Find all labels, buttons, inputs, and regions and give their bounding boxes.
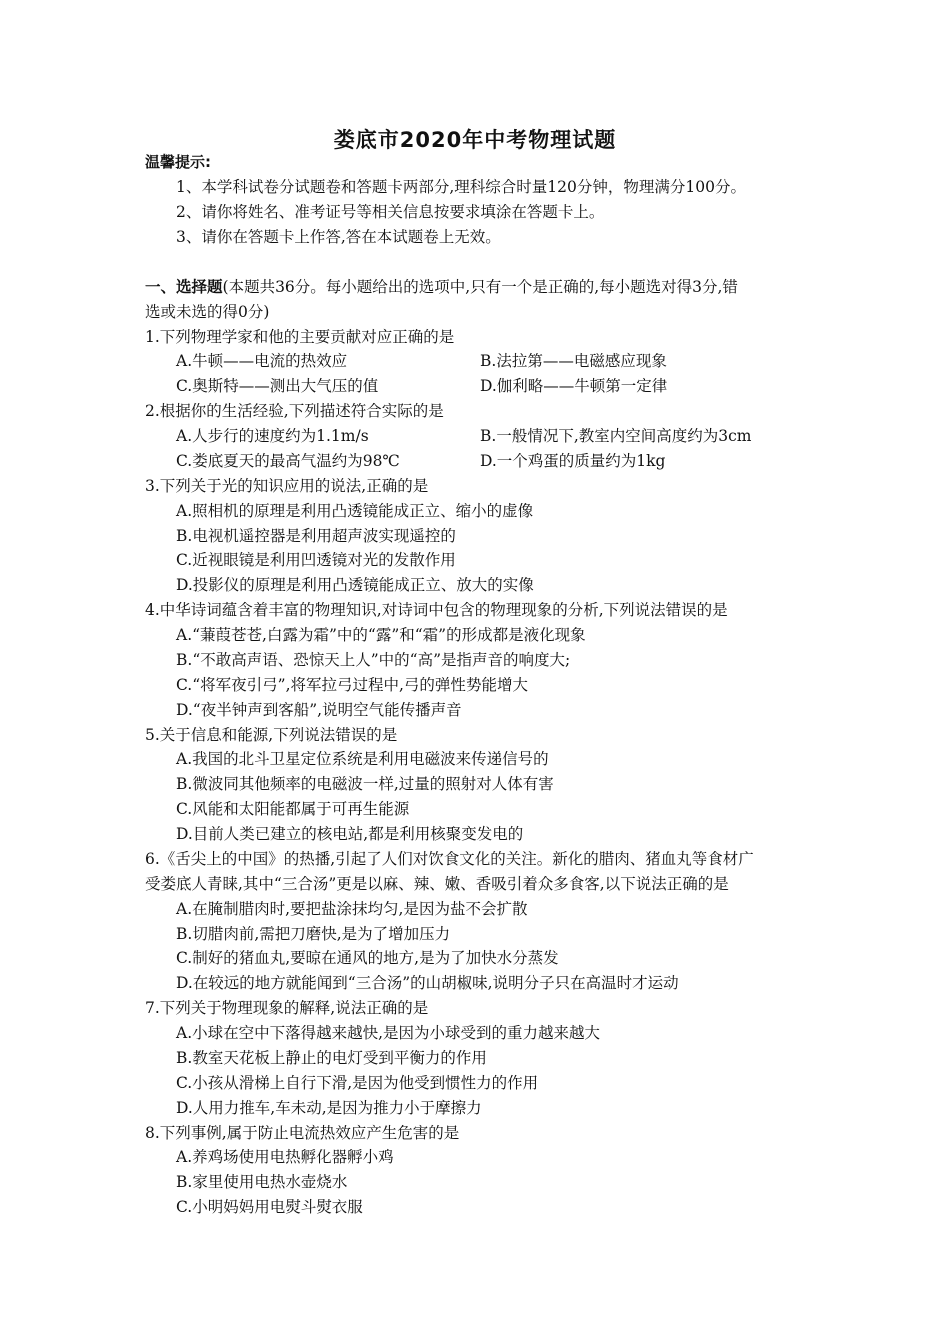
option: A.养鸡场使用电热孵化器孵小鸡 [176, 1148, 394, 1166]
question-stem: 3.下列关于光的知识应用的说法,正确的是 [145, 477, 429, 495]
option: D.投影仪的原理是利用凸透镜能成正立、放大的实像 [176, 576, 534, 594]
question-stem: 4.中华诗词蕴含着丰富的物理知识,对诗词中包含的物理现象的分析,下列说法错误的是 [145, 601, 728, 619]
option: B.电视机遥控器是利用超声波实现遥控的 [176, 527, 456, 545]
option: D.一个鸡蛋的质量约为1kg [480, 452, 666, 470]
option: A.我国的北斗卫星定位系统是利用电磁波来传递信号的 [176, 750, 549, 768]
option: A.人步行的速度约为1.1m/s [176, 427, 369, 445]
tip-item: 1、本学科试卷分试题卷和答题卡两部分,理科综合时量120分钟，物理满分100分。 [176, 178, 746, 196]
option: B.教室天花板上静止的电灯受到平衡力的作用 [176, 1049, 487, 1067]
option: A.照相机的原理是利用凸透镜能成正立、缩小的虚像 [176, 502, 534, 520]
option: A.在腌制腊肉时,要把盐涂抹均匀,是因为盐不会扩散 [176, 900, 528, 918]
option: C.制好的猪血丸,要晾在通风的地方,是为了加快水分蒸发 [176, 949, 559, 967]
question-stem: 8.下列事例,属于防止电流热效应产生危害的是 [145, 1124, 460, 1142]
question-stem: 2.根据你的生活经验,下列描述符合实际的是 [145, 402, 444, 420]
option: A.“蒹葭苍苍,白露为霜”中的“露”和“霜”的形成都是液化现象 [176, 626, 586, 644]
option: D.目前人类已建立的核电站,都是利用核聚变发电的 [176, 825, 524, 843]
option: A.小球在空中下落得越来越快,是因为小球受到的重力越来越大 [176, 1024, 601, 1042]
tip-item: 3、请你在答题卡上作答,答在本试题卷上无效。 [176, 228, 501, 246]
question-stem: 7.下列关于物理现象的解释,说法正确的是 [145, 999, 429, 1017]
section-label: 一、选择题 [145, 278, 223, 296]
tip-item: 2、请你将姓名、准考证号等相关信息按要求填涂在答题卡上。 [176, 203, 605, 221]
question-stem-cont: 受娄底人青睐,其中“三合汤”更是以麻、辣、嫩、香吸引着众多食客,以下说法正确的是 [145, 875, 729, 893]
option: B.微波同其他频率的电磁波一样,过量的照射对人体有害 [176, 775, 554, 793]
section-desc: (本题共36分。每小题给出的选项中,只有一个是正确的,每小题选对得3分,错 [222, 278, 738, 296]
page-title: 娄底市2020年中考物理试题 [333, 128, 617, 152]
question-stem: 5.关于信息和能源,下列说法错误的是 [145, 726, 398, 744]
option: D.伽利略——牛顿第一定律 [480, 377, 668, 395]
section-header [145, 277, 738, 297]
tips-heading: 温馨提示: [145, 153, 211, 171]
option: B.“不敢高声语、恐惊天上人”中的“高”是指声音的响度大; [176, 651, 571, 669]
option: A.牛顿——电流的热效应 [176, 352, 348, 370]
section-desc-cont: 选或未选的得0分) [145, 303, 270, 321]
option: C.小孩从滑梯上自行下滑,是因为他受到惯性力的作用 [176, 1074, 539, 1092]
option: C.近视眼镜是利用凹透镜对光的发散作用 [176, 551, 456, 569]
option: B.法拉第——电磁感应现象 [480, 352, 667, 370]
question-stem: 6.《舌尖上的中国》的热播,引起了人们对饮食文化的关注。新化的腊肉、猪血丸等食材广 [145, 850, 754, 868]
option: B.家里使用电热水壶烧水 [176, 1173, 348, 1191]
option: C.娄底夏天的最高气温约为98℃ [176, 452, 400, 470]
option: D.在较远的地方就能闻到“三合汤”的山胡椒味,说明分子只在高温时才运动 [176, 974, 679, 992]
question-stem: 1.下列物理学家和他的主要贡献对应正确的是 [145, 328, 455, 346]
option: B.一般情况下,教室内空间高度约为3cm [480, 427, 752, 445]
option: D.“夜半钟声到客船”,说明空气能传播声音 [176, 701, 462, 719]
option: C.小明妈妈用电熨斗熨衣服 [176, 1198, 363, 1216]
option: C.风能和太阳能都属于可再生能源 [176, 800, 410, 818]
option: B.切腊肉前,需把刀磨快,是为了增加压力 [176, 925, 451, 943]
option: C.“将军夜引弓”,将军拉弓过程中,弓的弹性势能增大 [176, 676, 528, 694]
option: D.人用力推车,车未动,是因为推力小于摩擦力 [176, 1099, 482, 1117]
option: C.奥斯特——测出大气压的值 [176, 377, 379, 395]
